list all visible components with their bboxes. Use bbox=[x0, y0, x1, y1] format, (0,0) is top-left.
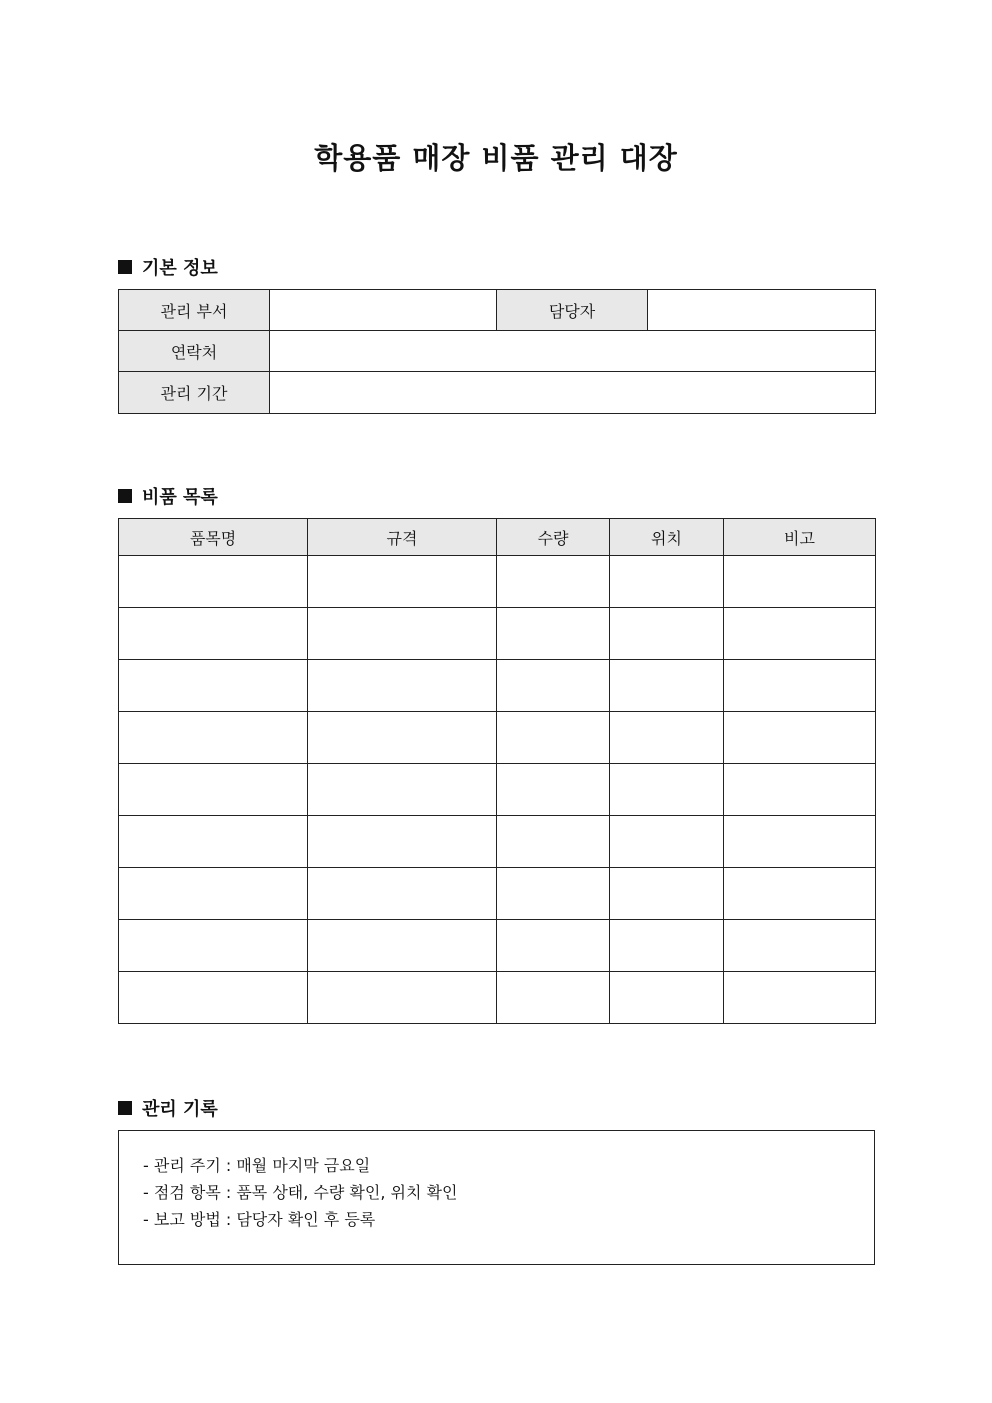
manager-label: 담당자 bbox=[497, 290, 648, 331]
page-title: 학용품 매장 비품 관리 대장 bbox=[314, 141, 678, 175]
name-cell[interactable] bbox=[119, 764, 308, 816]
column-header-location: 위치 bbox=[610, 519, 724, 556]
basic-info-heading-text: 기본 정보 bbox=[142, 258, 218, 279]
name-cell[interactable] bbox=[119, 660, 308, 712]
period-field[interactable] bbox=[270, 372, 876, 414]
quantity-cell[interactable] bbox=[497, 972, 610, 1024]
note-cell[interactable] bbox=[724, 660, 876, 712]
spec-cell[interactable] bbox=[308, 816, 497, 868]
period-label: 관리 기간 bbox=[119, 372, 270, 414]
records-list bbox=[119, 1131, 874, 1233]
quantity-cell[interactable] bbox=[497, 556, 610, 608]
location-cell[interactable] bbox=[610, 660, 724, 712]
location-cell[interactable] bbox=[610, 608, 724, 660]
location-cell[interactable] bbox=[610, 764, 724, 816]
column-header-note: 비고 bbox=[724, 519, 876, 556]
table-row bbox=[119, 868, 876, 920]
record-line-cycle: - 관리 주기 : 매월 마지막 금요일 bbox=[143, 1156, 371, 1175]
location-cell[interactable] bbox=[610, 868, 724, 920]
contact-label: 연락처 bbox=[119, 331, 270, 372]
note-cell[interactable] bbox=[724, 556, 876, 608]
table-row bbox=[119, 712, 876, 764]
manager-field[interactable] bbox=[648, 290, 876, 331]
table-row bbox=[119, 920, 876, 972]
note-cell[interactable] bbox=[724, 764, 876, 816]
name-cell[interactable] bbox=[119, 816, 308, 868]
quantity-cell[interactable] bbox=[497, 712, 610, 764]
table-row bbox=[119, 764, 876, 816]
note-cell[interactable] bbox=[724, 608, 876, 660]
note-cell[interactable] bbox=[724, 972, 876, 1024]
table-row bbox=[119, 972, 876, 1024]
location-cell[interactable] bbox=[610, 712, 724, 764]
spec-cell[interactable] bbox=[308, 608, 497, 660]
records-box bbox=[118, 1130, 875, 1265]
location-cell[interactable] bbox=[610, 556, 724, 608]
items-table bbox=[118, 518, 876, 1024]
spec-cell[interactable] bbox=[308, 712, 497, 764]
quantity-cell[interactable] bbox=[497, 920, 610, 972]
quantity-cell[interactable] bbox=[497, 660, 610, 712]
basic-info-table bbox=[118, 289, 876, 414]
location-cell[interactable] bbox=[610, 920, 724, 972]
square-bullet-icon bbox=[118, 1101, 132, 1115]
table-row bbox=[119, 556, 876, 608]
note-cell[interactable] bbox=[724, 712, 876, 764]
name-cell[interactable] bbox=[119, 920, 308, 972]
spec-cell[interactable] bbox=[308, 764, 497, 816]
note-cell[interactable] bbox=[724, 868, 876, 920]
dept-label: 관리 부서 bbox=[119, 290, 270, 331]
quantity-cell[interactable] bbox=[497, 868, 610, 920]
table-row bbox=[119, 608, 876, 660]
items-heading-text: 비품 목록 bbox=[142, 487, 218, 508]
location-cell[interactable] bbox=[610, 972, 724, 1024]
name-cell[interactable] bbox=[119, 608, 308, 660]
square-bullet-icon bbox=[118, 489, 132, 503]
column-header-quantity: 수량 bbox=[497, 519, 610, 556]
quantity-cell[interactable] bbox=[497, 816, 610, 868]
table-row bbox=[119, 660, 876, 712]
name-cell[interactable] bbox=[119, 868, 308, 920]
record-line-report: - 보고 방법 : 담당자 확인 후 등록 bbox=[143, 1210, 376, 1229]
items-table-body bbox=[119, 556, 876, 1024]
spec-cell[interactable] bbox=[308, 868, 497, 920]
record-line-check: - 점검 항목 : 품목 상태, 수량 확인, 위치 확인 bbox=[143, 1183, 458, 1202]
name-cell[interactable] bbox=[119, 556, 308, 608]
quantity-cell[interactable] bbox=[497, 608, 610, 660]
column-header-name: 품목명 bbox=[119, 519, 308, 556]
dept-field[interactable] bbox=[270, 290, 497, 331]
records-heading bbox=[118, 1095, 218, 1121]
column-header-spec: 규격 bbox=[308, 519, 497, 556]
name-cell[interactable] bbox=[119, 972, 308, 1024]
name-cell[interactable] bbox=[119, 712, 308, 764]
spec-cell[interactable] bbox=[308, 972, 497, 1024]
spec-cell[interactable] bbox=[308, 920, 497, 972]
note-cell[interactable] bbox=[724, 920, 876, 972]
basic-info-heading bbox=[118, 254, 218, 280]
spec-cell[interactable] bbox=[308, 556, 497, 608]
table-row bbox=[119, 816, 876, 868]
location-cell[interactable] bbox=[610, 816, 724, 868]
note-cell[interactable] bbox=[724, 816, 876, 868]
items-heading bbox=[118, 483, 218, 509]
square-bullet-icon bbox=[118, 260, 132, 274]
spec-cell[interactable] bbox=[308, 660, 497, 712]
contact-field[interactable] bbox=[270, 331, 876, 372]
quantity-cell[interactable] bbox=[497, 764, 610, 816]
records-heading-text: 관리 기록 bbox=[142, 1099, 218, 1120]
